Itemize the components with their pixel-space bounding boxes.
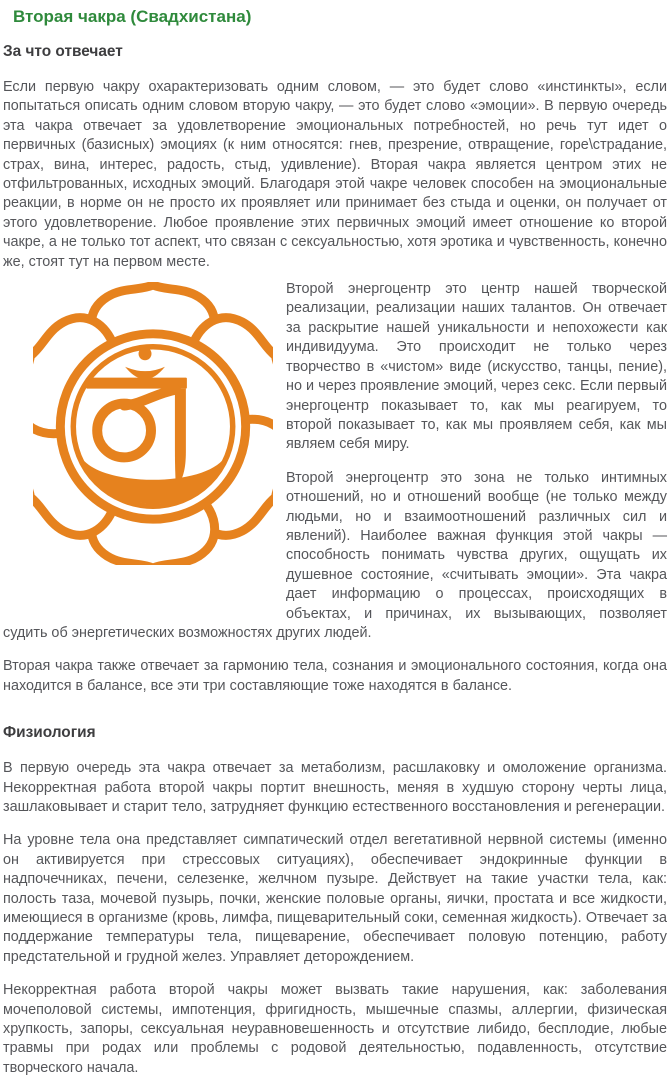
heading-physiology: Физиология <box>3 724 96 742</box>
page-title: Вторая чакра (Свадхистана) <box>13 7 252 26</box>
svadhisthana-chakra-image <box>3 282 273 565</box>
paragraph-balance: Вторая чакра также отвечает за гармонию тела, сознания и эмоционального состояния, когда она находится в балансе, все эти три составляющие тоже находятся в балансе. <box>3 658 667 694</box>
image-text-wrap <box>3 280 667 643</box>
section-responsibility <box>3 42 667 696</box>
paragraph-body-systems: На уровне тела она представляет симпатический отдел вегетативной нервной системы (именно он активируется при стрессовых ситуациях), обеспечивает эндокринные функции в надпочечниках, печени, селезенке, желчном пузыре. Действует на такие участки тела, как: полость таза, мочевой пузырь, почки, женские половые органы, яички, простата и все жидкости, имеющиеся в организме (кровь, лимфа, пищеварительный соки, семенная жидкость). Отвечает за поддержание температуры тела, пищеварение, обеспечивает половую потенцию, работу предстательной и грудной желез. Управляет деторождением. <box>3 832 667 965</box>
section-physiology <box>3 723 667 1078</box>
heading-responsibility: За что отвечает <box>3 43 123 60</box>
bindu-dot <box>139 347 152 360</box>
paragraph-intro: Если первую чакру охарактеризовать одним словом, — это будет слово «инстинкты», если попытаться описать одним словом вторую чакру, — это будет слово «эмоции». В первую очередь эта чакра отвечает за удовлетворение эмоциональных потребностей, но речь тут идет о первичных (базисных) эмоциях (к ним относятся: гнев, презрение, отвращение, горе\страдание, страх, вина, интерес, радость, стыд, удивление). Вторая чакра является центром этих не отфильтрованных, исходных эмоций. Благодаря этой чакре человек способен на эмоциональные реакции, в норме он не просто их проявляет или принимает без стыда и оценки, он получает от этого удовлетворение. Любое проявление этих первичных эмоций имеет отношение ко второй чакре, а не только тот аспект, что связан с сексуальностью, хотя эротика и чувственность, конечно же, стоят тут на первом месте. <box>3 79 667 270</box>
paragraph-creative: Второй энергоцентр это центр нашей творческой реализации, реализации наших талантов. Он отвечает за раскрытие нашей уникальности и непохожести как индивидуума. Это происходит не только через творчество в «чистом» виде (искусство, танцы, пение), но и через проявление эмоций, через секс. Если первый энергоцентр показывает то, как мы реагируем, то второй показывает то, как мы проявляем себя, как мы являем себя миру. <box>286 281 667 453</box>
svadhisthana-chakra-icon <box>33 282 273 565</box>
paragraph-metabolism: В первую очередь эта чакра отвечает за метаболизм, расшлаковку и омоложение организма. Некорректная работа второй чакры портит внешность, меняя в худшую сторону черты лица, зашлаковывает и старит тело, затрудняет функцию естественного восстановления и регенерации. <box>3 760 667 815</box>
paragraph-relations: Второй энергоцентр это зона не только интимных отношений, но и отношений вообще (не только между людьми, но и взаимоотношений различных сил и явлений). Наиболее важная функция этой чакры — способность понимать чувства других, ощущать их душевное состояние, «считывать эмоции». Эта чакра дает информацию о процессах, происходящих в объектах, и причинах, их вызывающих, позволяет судить об энергетических возможностях других людей. <box>3 469 667 641</box>
paragraph-disorders: Некорректная работа второй чакры может вызвать такие нарушения, как: заболевания мочеполовой системы, импотенция, фригидность, мышечные спазмы, аллергии, физическая хрупкость, запоры, сексуальная неуравновешенность и отсутствие либидо, бесплодие, любые травмы при родах или проблемы с родовой деятельностью, подавленность, отсутствие творческого начала. <box>3 982 667 1076</box>
